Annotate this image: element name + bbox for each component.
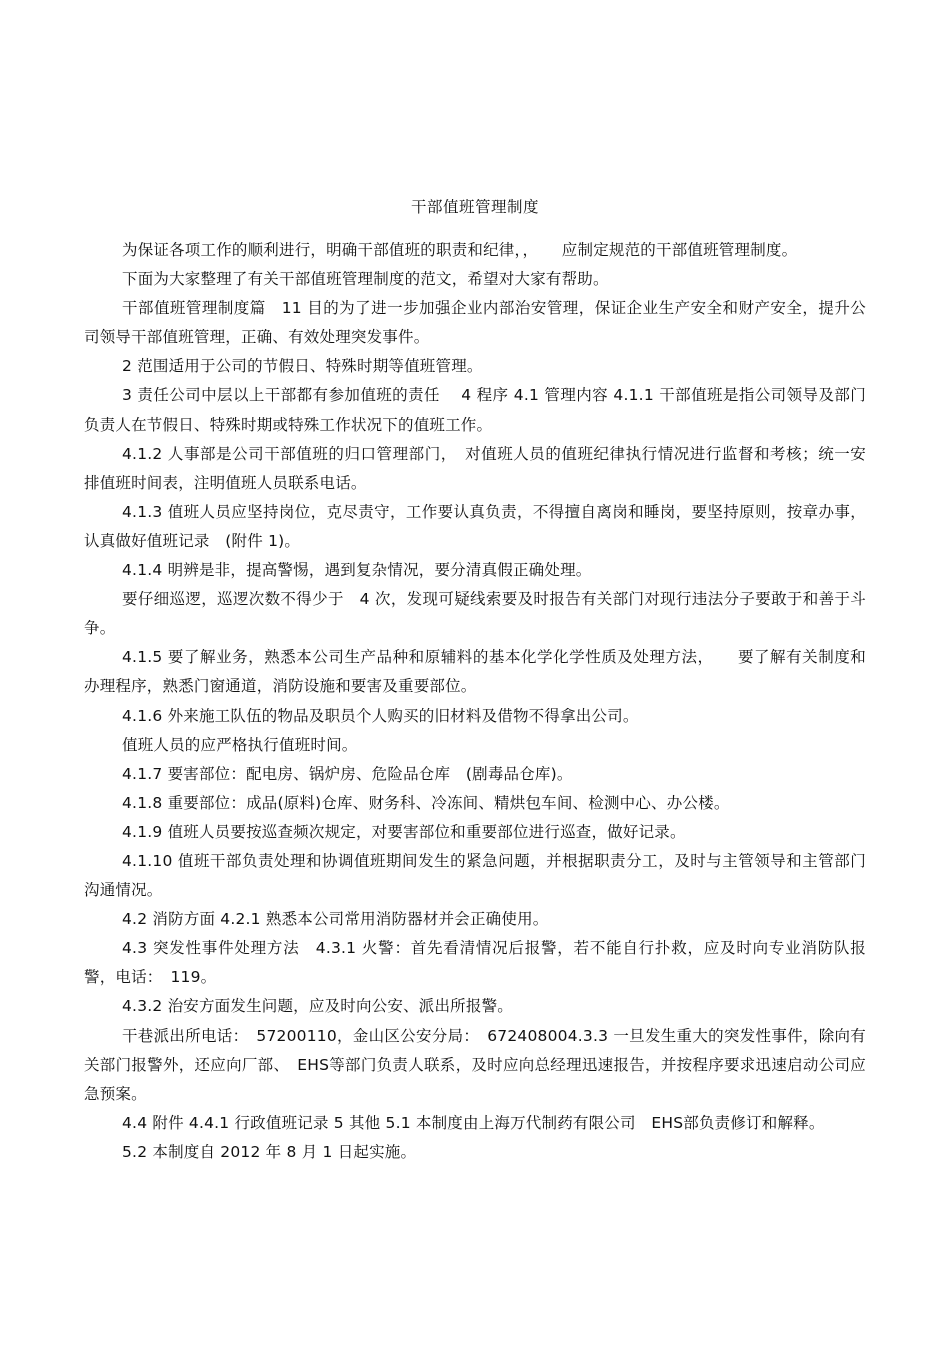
paragraph-4-4: 4.4 附件 4.4.1 行政值班记录 5 其他 5.1 本制度由上海万代制药有限公司 EHS部负责修订和解释。	[122, 1113, 825, 1132]
paragraph-4-1-6: 4.1.6 外来施工队伍的物品及职员个人购买的旧材料及借物不得拿出公司。	[122, 706, 639, 725]
paragraph-scope: 2 范围适用于公司的节假日、特殊时期等值班管理。	[122, 357, 483, 376]
paragraph-4-1-7: 4.1.7 要害部位：配电房、锅炉房、危险品仓库 (剧毒品仓库)。	[122, 764, 573, 783]
paragraph-4-1-5: 4.1.5 要了解业务，熟悉本公司生产品种和原辅料的基本化学化学性质及处理方法， 要了解有关制度和办理程序，熟悉门窗通道，消防设施和要害及重要部位。	[84, 648, 866, 696]
paragraph-4-1-3: 4.1.3 值班人员应坚持岗位，克尽责守，工作要认真负责，不得擅自离岗和睡岗，要坚持原则，按章办事，认真做好值班记录 (附件 1)。	[84, 502, 866, 550]
paragraph-preface: 下面为大家整理了有关干部值班管理制度的范文，希望对大家有帮助。	[122, 270, 609, 289]
paragraph-4-1-8: 4.1.8 重要部位：成品(原料)仓库、财务科、冷冻间、精烘包车间、检测中心、办公楼。	[122, 793, 730, 812]
document-title: 干部值班管理制度	[410, 198, 539, 216]
paragraph-intro: 为保证各项工作的顺利进行，明确干部值班的职责和纪律，， 应制定规范的干部值班管理制度。	[122, 241, 798, 259]
paragraph-4-1-9: 4.1.9 值班人员要按巡查频次规定，对要害部位和重要部位进行巡查，做好记录。	[122, 822, 686, 841]
paragraph-4-3-2: 4.3.2 治安方面发生问题，应及时向公安、派出所报警。	[122, 997, 513, 1016]
paragraph-5-2: 5.2 本制度自 2012 年 8 月 1 日起实施。	[122, 1142, 417, 1161]
paragraph-responsibility: 3 责任公司中层以上干部都有参加值班的责任 4 程序 4.1 管理内容 4.1.1 干部值班是指公司领导及部门负责人在节假日、特殊时期或特殊工作状况下的值班工作。	[84, 386, 866, 434]
paragraph-purpose: 干部值班管理制度篇 11 目的为了进一步加强企业内部治安管理，保证企业生产安全和财产安全，提升公司领导干部值班管理，正确、有效处理突发事件。	[84, 299, 866, 347]
paragraph-4-1-2: 4.1.2 人事部是公司干部值班的归口管理部门， 对值班人员的值班纪律执行情况进行监督和考核；统一安排值班时间表，注明值班人员联系电话。	[84, 444, 866, 492]
paragraph-4-2: 4.2 消防方面 4.2.1 熟悉本公司常用消防器材并会正确使用。	[122, 910, 549, 929]
paragraph-patrol: 要仔细巡逻，巡逻次数不得少于 4 次，发现可疑线索要及时报告有关部门对现行违法分子要敢于和善于斗争。	[84, 590, 866, 638]
document-body	[84, 236, 866, 1167]
paragraph-4-1-10: 4.1.10 值班干部负责处理和协调值班期间发生的紧急问题，并根据职责分工，及时与主管领导和主管部门沟通情况。	[84, 851, 866, 900]
paragraph-police-phones: 干巷派出所电话： 57200110，金山区公安分局： 672408004.3.3 一旦发生重大的突发性事件，除向有关部门报警外，还应向厂部、 EHS等部门负责人联系，及时应向总经理迅速报告，并按程序要求迅速启动公司应急预案。	[84, 1026, 866, 1103]
paragraph-duty-time: 值班人员的应严格执行值班时间。	[122, 735, 358, 754]
paragraph-4-3: 4.3 突发性事件处理方法 4.3.1 火警：首先看清情况后报警，若不能自行扑救，应及时向专业消防队报警，电话： 119。	[84, 939, 866, 987]
paragraph-4-1-4: 4.1.4 明辨是非，提高警惕，遇到复杂情况，要分清真假正确处理。	[122, 561, 592, 580]
